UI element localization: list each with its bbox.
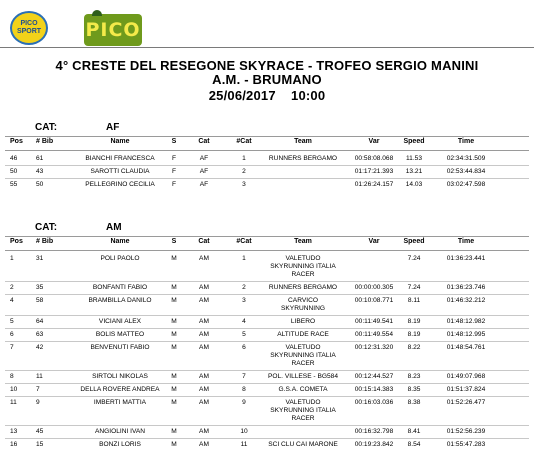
cell-team-line: VALETUDO (285, 344, 321, 351)
cell-time: 01:48:12.982 (446, 318, 486, 325)
cell-team (258, 373, 348, 381)
row-divider (5, 383, 529, 384)
cell-name: BONZI LORIS (99, 441, 141, 448)
cell-s: M (171, 386, 177, 393)
column-header-speed: Speed (403, 238, 425, 245)
cell-team-line: RACER (291, 415, 315, 422)
row-divider (5, 438, 529, 439)
cell-bib: 31 (36, 255, 44, 262)
cell-team-line: RACER (291, 271, 315, 278)
column-header-time: Time (457, 138, 475, 145)
cell-cat: AM (199, 428, 209, 435)
cell-cat: AF (199, 181, 209, 188)
cell-team (258, 284, 348, 292)
cell-speed: 8.22 (407, 344, 421, 351)
race-date-time: 25/06/2017 10:00 (208, 88, 326, 103)
category-heading (0, 222, 534, 236)
row-divider (5, 281, 529, 282)
table-row (0, 428, 534, 436)
cell-speed: 8.35 (407, 386, 421, 393)
cell-s: F (171, 155, 177, 162)
cell-pos: 2 (10, 284, 14, 291)
cell-name: PELLEGRINO CECILIA (85, 181, 155, 188)
cell-speed: 7.24 (407, 284, 421, 291)
cell-s: M (171, 399, 177, 406)
column-header-bib: # Bib (36, 138, 54, 145)
column-header-name: Name (110, 238, 130, 245)
cell-bib: 61 (36, 155, 44, 162)
cell-s: F (171, 181, 177, 188)
cell-cat: AM (199, 255, 209, 262)
cell-team (258, 441, 348, 449)
cell-bib: 11 (36, 373, 43, 380)
cell-speed: 8.41 (407, 428, 421, 435)
cell-name: VICIANI ALEX (98, 318, 142, 325)
table-row (0, 344, 534, 368)
cell-time: 01:52:56.239 (446, 428, 486, 435)
cell-team (258, 331, 348, 339)
cell-ncat: 3 (242, 181, 246, 188)
cell-s: M (171, 318, 177, 325)
cell-name: ANGIOLINI IVAN (94, 428, 146, 435)
cell-ncat: 6 (242, 344, 246, 351)
cell-cat: AM (199, 284, 209, 291)
cell-bib: 9 (36, 399, 40, 406)
cell-ncat: 11 (240, 441, 248, 448)
cell-bib: 45 (36, 428, 44, 435)
cell-var: 00:12:44.527 (354, 373, 394, 380)
table-row (0, 373, 534, 381)
table-row (0, 155, 534, 163)
cell-cat: AM (199, 318, 209, 325)
cell-name: IMBERTI MATTIA (93, 399, 147, 406)
cell-speed: 8.19 (407, 331, 421, 338)
column-header-pos: Pos (10, 238, 23, 245)
table-row (0, 255, 534, 279)
cell-var: 00:16:32.798 (354, 428, 394, 435)
row-divider (5, 396, 529, 397)
cell-cat: AM (199, 331, 209, 338)
cell-s: M (171, 255, 177, 262)
table-row (0, 181, 534, 189)
cell-team-line: VALETUDO (285, 399, 321, 406)
cell-bib: 63 (36, 331, 44, 338)
cell-var: 00:15:14.383 (354, 386, 394, 393)
cell-team-line: RACER (291, 360, 315, 367)
cell-cat: AM (199, 297, 209, 304)
table-row (0, 331, 534, 339)
column-header-time: Time (457, 238, 475, 245)
cell-ncat: 3 (242, 297, 246, 304)
cell-ncat: 9 (242, 399, 246, 406)
cell-var: 01:17:21.393 (354, 168, 394, 175)
cell-pos: 16 (10, 441, 18, 448)
cell-s: M (171, 428, 177, 435)
cell-cat: AF (199, 155, 209, 162)
cell-cat: AF (199, 168, 209, 175)
cell-pos: 5 (10, 318, 14, 325)
cell-var: 01:26:24.157 (354, 181, 394, 188)
cell-speed: 14.03 (405, 181, 423, 188)
column-header-row (0, 138, 534, 152)
table-row (0, 441, 534, 449)
cell-time: 03:02:47.598 (446, 181, 486, 188)
cell-var: 00:11:49.541 (354, 318, 393, 325)
cell-team-line: ALTITUDE RACE (277, 331, 329, 338)
cell-time: 01:48:54.761 (446, 344, 486, 351)
cell-var: 00:19:23.842 (354, 441, 394, 448)
row-divider (5, 370, 529, 371)
table-row (0, 399, 534, 423)
cell-pos: 55 (10, 181, 18, 188)
cell-ncat: 1 (242, 155, 246, 162)
column-header-name: Name (110, 138, 130, 145)
cell-var: 00:11:49.554 (354, 331, 393, 338)
cell-team-line: POL. VILLESE - BG584 (267, 373, 338, 380)
cell-ncat: 1 (242, 255, 246, 262)
category-value: AM (106, 222, 122, 233)
cell-time: 01:36:23.441 (446, 255, 486, 262)
cell-team (258, 344, 348, 368)
cell-time: 01:55:47.283 (446, 441, 486, 448)
cell-time: 02:53:44.834 (446, 168, 486, 175)
cell-ncat: 10 (240, 428, 248, 435)
row-divider (5, 341, 529, 342)
cell-cat: AM (199, 441, 209, 448)
row-divider (5, 165, 529, 166)
cell-team (258, 297, 348, 313)
cell-speed: 8.38 (407, 399, 421, 406)
pico-logo: PICO (84, 14, 142, 46)
column-header-pos: Pos (10, 138, 23, 145)
cell-name: SAROTTI CLAUDIA (90, 168, 150, 175)
row-divider (5, 178, 529, 179)
cell-team (258, 155, 348, 163)
cell-speed: 8.11 (407, 297, 421, 304)
category-label: CAT: (35, 122, 58, 133)
column-header-ncat: #Cat (236, 238, 252, 245)
cell-s: M (171, 441, 177, 448)
cell-s: M (171, 373, 177, 380)
cell-time: 01:49:07.968 (446, 373, 486, 380)
cell-name: BOLIS MATTEO (95, 331, 145, 338)
cell-team-line: SKYRUNNING (281, 305, 325, 312)
table-row (0, 297, 534, 313)
cell-s: M (171, 331, 177, 338)
cell-speed: 11.53 (405, 155, 422, 162)
column-header-team: Team (294, 238, 312, 245)
cell-var: 00:00:00.305 (354, 284, 394, 291)
cell-name: BENVENUTI FABIO (90, 344, 150, 351)
cell-team-line: RUNNERS BERGAMO (268, 155, 338, 162)
cell-team-line: SKYRUNNING ITALIA (270, 263, 336, 270)
cell-time: 01:48:12.995 (446, 331, 486, 338)
cell-bib: 7 (36, 386, 40, 393)
column-header-ncat: #Cat (236, 138, 252, 145)
cell-name: BONFANTI FABIO (92, 284, 148, 291)
cell-team (258, 386, 348, 394)
cell-pos: 4 (10, 297, 14, 304)
cell-var: 00:16:03.036 (354, 399, 394, 406)
cell-team-line: VALETUDO (285, 255, 321, 262)
cell-pos: 50 (10, 168, 18, 175)
cell-team-line: G.S.A. COMETA (278, 386, 328, 393)
cell-time: 01:36:23.746 (446, 284, 486, 291)
cell-time: 01:51:37.824 (446, 386, 486, 393)
cell-team-line: SKYRUNNING ITALIA (270, 407, 336, 414)
cell-s: M (171, 344, 177, 351)
cell-team (258, 255, 348, 279)
cell-team-line: SCI CLU CAI MARONE (268, 441, 338, 448)
row-divider (5, 328, 529, 329)
cell-speed: 8.19 (407, 318, 421, 325)
column-header-var: Var (368, 138, 380, 145)
column-header-s: S (171, 138, 177, 145)
category-heading (0, 122, 534, 136)
column-header-cat: Cat (198, 238, 210, 245)
cell-team-line: LIBERO (290, 318, 316, 325)
cell-var: 00:58:08.068 (354, 155, 394, 162)
pico-sport-logo (10, 11, 48, 45)
cell-pos: 6 (10, 331, 14, 338)
cell-pos: 1 (10, 255, 14, 262)
cell-var: 00:12:31.320 (354, 344, 394, 351)
cell-ncat: 5 (242, 331, 246, 338)
row-divider (5, 294, 529, 295)
cell-cat: AM (199, 386, 209, 393)
table-row (0, 168, 534, 176)
cell-time: 01:52:26.477 (446, 399, 486, 406)
cell-pos: 46 (10, 155, 18, 162)
column-header-bib: # Bib (36, 238, 54, 245)
table-row (0, 284, 534, 292)
cell-speed: 13.21 (405, 168, 423, 175)
race-title: 4° CRESTE DEL RESEGONE SKYRACE - TROFEO SERGIO MANINI (55, 58, 479, 73)
cell-cat: AM (199, 373, 209, 380)
column-header-speed: Speed (403, 138, 425, 145)
cell-name: BIANCHI FRANCESCA (85, 155, 155, 162)
cell-pos: 13 (10, 428, 18, 435)
cell-pos: 11 (10, 399, 17, 406)
table-row (0, 386, 534, 394)
cell-team-line: RUNNERS BERGAMO (268, 284, 338, 291)
race-location: A.M. - BRUMANO (212, 72, 322, 87)
cell-time: 02:34:31.509 (446, 155, 486, 162)
cell-bib: 50 (36, 181, 44, 188)
row-divider (5, 315, 529, 316)
cell-ncat: 2 (242, 168, 246, 175)
column-header-cat: Cat (198, 138, 210, 145)
logos (10, 8, 140, 46)
column-header-s: S (171, 238, 177, 245)
cell-ncat: 4 (242, 318, 246, 325)
column-header-row (0, 238, 534, 252)
table-row (0, 318, 534, 326)
cell-name: BRAMBILLA DANILO (88, 297, 152, 304)
cell-bib: 35 (36, 284, 44, 291)
cell-team-line: CARVICO (288, 297, 318, 304)
cell-s: M (171, 284, 177, 291)
cell-speed: 8.54 (407, 441, 421, 448)
cell-var: 00:10:08.771 (354, 297, 394, 304)
cell-cat: AM (199, 344, 209, 351)
header-divider (0, 47, 534, 48)
cell-pos: 8 (10, 373, 14, 380)
cell-ncat: 8 (242, 386, 246, 393)
cell-bib: 43 (36, 168, 44, 175)
cell-s: M (171, 297, 177, 304)
cell-name: POLI PAOLO (100, 255, 140, 262)
cell-pos: 10 (10, 386, 18, 393)
cell-bib: 58 (36, 297, 44, 304)
cell-bib: 15 (36, 441, 44, 448)
cell-speed: 8.23 (407, 373, 421, 380)
cell-team (258, 399, 348, 423)
category-value: AF (106, 122, 120, 133)
cell-bib: 42 (36, 344, 44, 351)
cell-pos: 7 (10, 344, 14, 351)
category-label: CAT: (35, 222, 58, 233)
column-header-var: Var (368, 238, 380, 245)
row-divider (5, 425, 529, 426)
cell-ncat: 7 (242, 373, 246, 380)
cell-ncat: 2 (242, 284, 246, 291)
column-header-team: Team (294, 138, 312, 145)
cell-team-line: SKYRUNNING ITALIA (270, 352, 336, 359)
cell-speed: 7.24 (407, 255, 421, 262)
cell-time: 01:46:32.212 (446, 297, 486, 304)
cell-bib: 64 (36, 318, 44, 325)
cell-team (258, 318, 348, 326)
cell-s: F (171, 168, 177, 175)
pico-sport-logo-line1: PICO (20, 20, 38, 27)
pico-sport-logo-line2: SPORT (16, 28, 42, 35)
cell-cat: AM (199, 399, 209, 406)
cell-name: DELLA ROVERE ANDREA (80, 386, 160, 393)
cell-name: SIRTOLI NIKOLAS (92, 373, 148, 380)
